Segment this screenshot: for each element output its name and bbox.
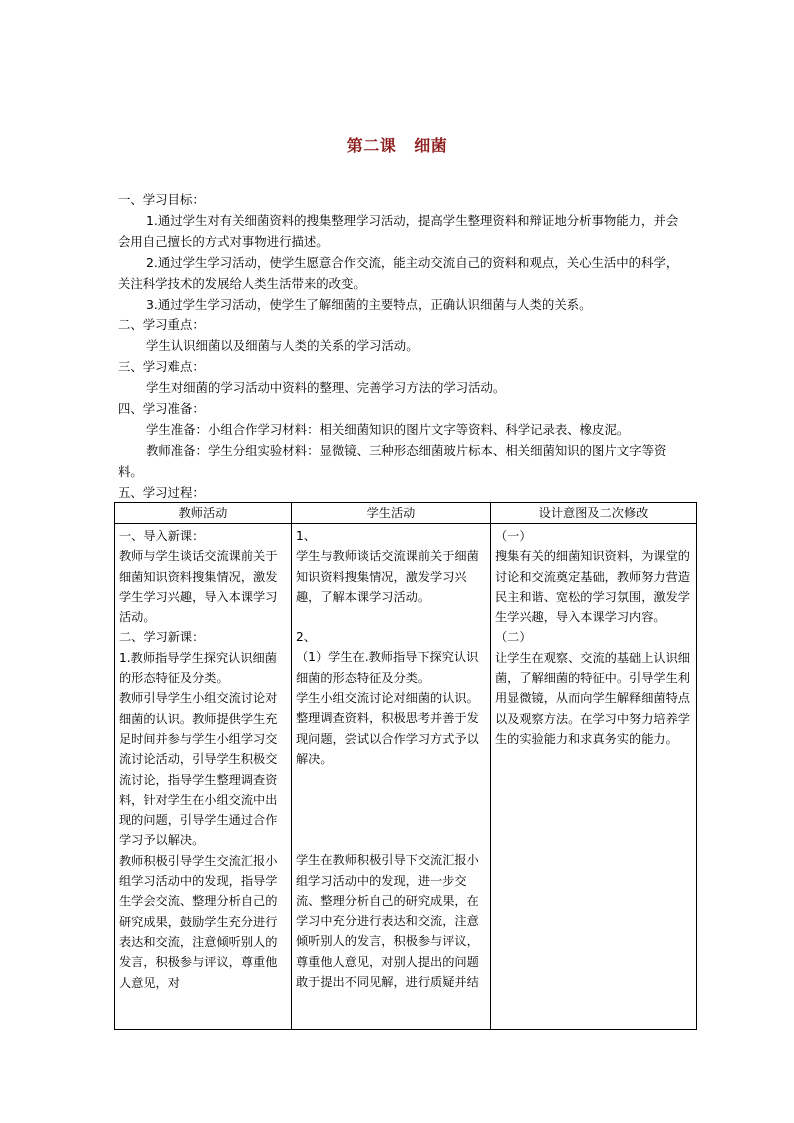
difficulties-text: 学生对细菌的学习活动中资料的整理、完善学习方法的学习活动。: [146, 380, 506, 396]
cell-line: 教师与学生谈话交流课前关于细菌知识资料搜集情况，激发学生学习兴趣，导入本课学习活动。: [119, 549, 278, 625]
cell-line: 二、学习新课：: [119, 630, 205, 645]
section-heading-process: 五、学习过程：: [118, 484, 205, 500]
title-part-1: 第二课: [346, 136, 397, 155]
cell-line: 教师引导学生小组交流讨论对细菌的认识。教师提供学生充足时间并参与学生小组学习交流讨论活动，引导学生积极交流讨论，指导学生整理调查资料，针对学生在小组交流中出现的问题，引导学生通过合作学习予以解决。: [119, 691, 278, 848]
student-preparation-text: 学生准备：小组合作学习材料：相关细菌知识的图片文字等资料、科学记录表、橡皮泥。: [146, 421, 630, 437]
cell-line: （1）学生在.教师指导下探究认识细菌的形态特征及分类。: [296, 650, 479, 685]
key-points-text: 学生认识细菌以及细菌与人类的关系的学习活动。: [146, 338, 419, 354]
page-title: [0, 133, 794, 156]
cell-line: 学生小组交流讨论对细菌的认识。整理调查资料，积极思考并善于发现问题，尝试以合作学习方式予以解决。: [296, 691, 479, 766]
cell-line: 让学生在观察、交流的基础上认识细菌，了解细菌的特征中。引导学生利用显微镜，从而向学生解释细菌特点以及观察方法。在学习中努力培养学生的实验能力和求真务实的能力。: [495, 650, 690, 746]
goal-item: 1.通过学生对有关细菌资料的搜集整理学习活动，提高学生整理资料和辩证地分析事物能力，并会会用自己擅长的方式对事物进行描述。: [118, 212, 679, 249]
goal-item: 3.通过学生学习活动，使学生了解细菌的主要特点，正确认识细菌与人类的关系。: [146, 296, 592, 312]
cell-line: 1、: [296, 529, 316, 543]
cell-spacer: [296, 769, 486, 850]
teacher-activity-cell: [115, 524, 292, 1030]
section-heading-key-points: 二、学习重点：: [118, 317, 205, 333]
student-activity-cell: [292, 524, 491, 1030]
goal-item: 2.通过学生学习活动，使学生愿意合作交流，能主动交流自己的资料和观点，关心生活中的科学，关注科学技术的发展给人类生活带来的改变。: [118, 254, 679, 291]
teacher-preparation-text: 教师准备：学生分组实验材料：显微镜、三种形态细菌玻片标本、相关细菌知识的图片文字等资料。: [118, 442, 667, 479]
section-heading-difficulties: 三、学习难点：: [118, 359, 205, 375]
table-row: [115, 524, 697, 1030]
section-heading-goals: 一、学习目标：: [118, 192, 205, 207]
cell-line: （二）: [495, 630, 532, 645]
column-header-design: 设计意图及二次修改: [491, 503, 697, 524]
title-part-2: 细菌: [414, 136, 448, 155]
cell-line: （一）: [495, 529, 532, 543]
cell-spacer: [296, 607, 486, 627]
cell-line: 学生与教师谈话交流课前关于细菌知识资料搜集情况，激发学习兴趣，了解本课学习活动。: [296, 549, 479, 604]
cell-line: 2、: [296, 630, 316, 645]
cell-line: 教师积极引导学生交流汇报小组学习活动中的发现，指导学生学会交流、整理分析自己的研究成果，鼓励学生充分进行表达和交流，注意倾听别人的发言，积极参与评议，尊重他人意见，对: [119, 853, 278, 990]
cell-line: 搜集有关的细菌知识资料，为课堂的讨论和交流奠定基础，教师努力营造民主和谐、宽松的学习氛围，激发学生学兴趣，导入本课学习内容。: [495, 549, 690, 625]
document-body: [118, 190, 688, 504]
cell-line: 一、导入新课：: [119, 529, 205, 543]
cell-line: 1.教师指导学生探究认识细菌的形态特征及分类。: [119, 650, 277, 686]
column-header-student: 学生活动: [292, 503, 491, 524]
section-heading-preparation: 四、学习准备：: [118, 401, 205, 417]
design-intent-cell: [491, 524, 697, 1030]
learning-process-table: [114, 502, 697, 1030]
table-header-row: [115, 503, 697, 524]
cell-line: 学生在教师积极引导下交流汇报小组学习活动中的发现，进一步交流、整理分析自己的研究成果，在学习中充分进行表达和交流，注意倾听别人的发言，积极参与评议，尊重他人意见，对别人提出的问题敢于提出不同见解，进行质疑并结: [296, 853, 479, 990]
column-header-teacher: 教师活动: [115, 503, 292, 524]
